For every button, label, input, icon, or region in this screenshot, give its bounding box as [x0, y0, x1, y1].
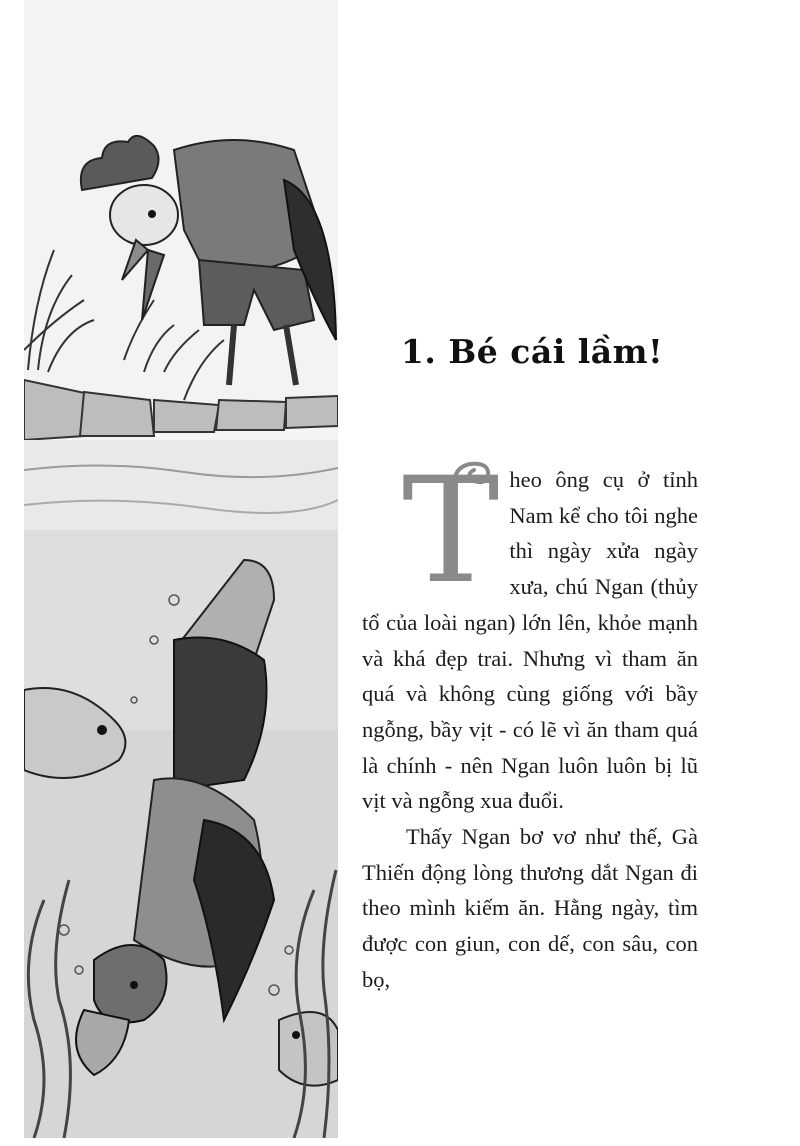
paragraph-1 — [362, 446, 698, 819]
story-text — [362, 446, 698, 998]
chapter-title: 1. Bé cái lầm! — [400, 332, 664, 371]
drop-cap: T — [402, 446, 500, 616]
paragraph-1-text: heo ông cụ ở tỉnh Nam kể cho tôi nghe thì ngày xửa ngày xưa, chú Ngan (thủy tổ của loài ngan) lớn lên, khỏe mạnh và khá đẹp trai. Nhưng vì tham ăn quá và không cùng giống với bầy ngỗng, bầy vịt - có lẽ vì ăn tham quá là chính - nên Ngan luôn luôn bị lũ vịt và ngỗng xua đuổi. — [362, 467, 698, 814]
paragraph-2: Thấy Ngan bơ vơ như thế, Gà Thiến động lòng thương dắt Ngan đi theo mình kiếm ăn. Hằng ngày, tìm được con giun, con dế, con sâu, con bọ, — [362, 824, 698, 992]
story-illustration — [24, 0, 338, 1138]
